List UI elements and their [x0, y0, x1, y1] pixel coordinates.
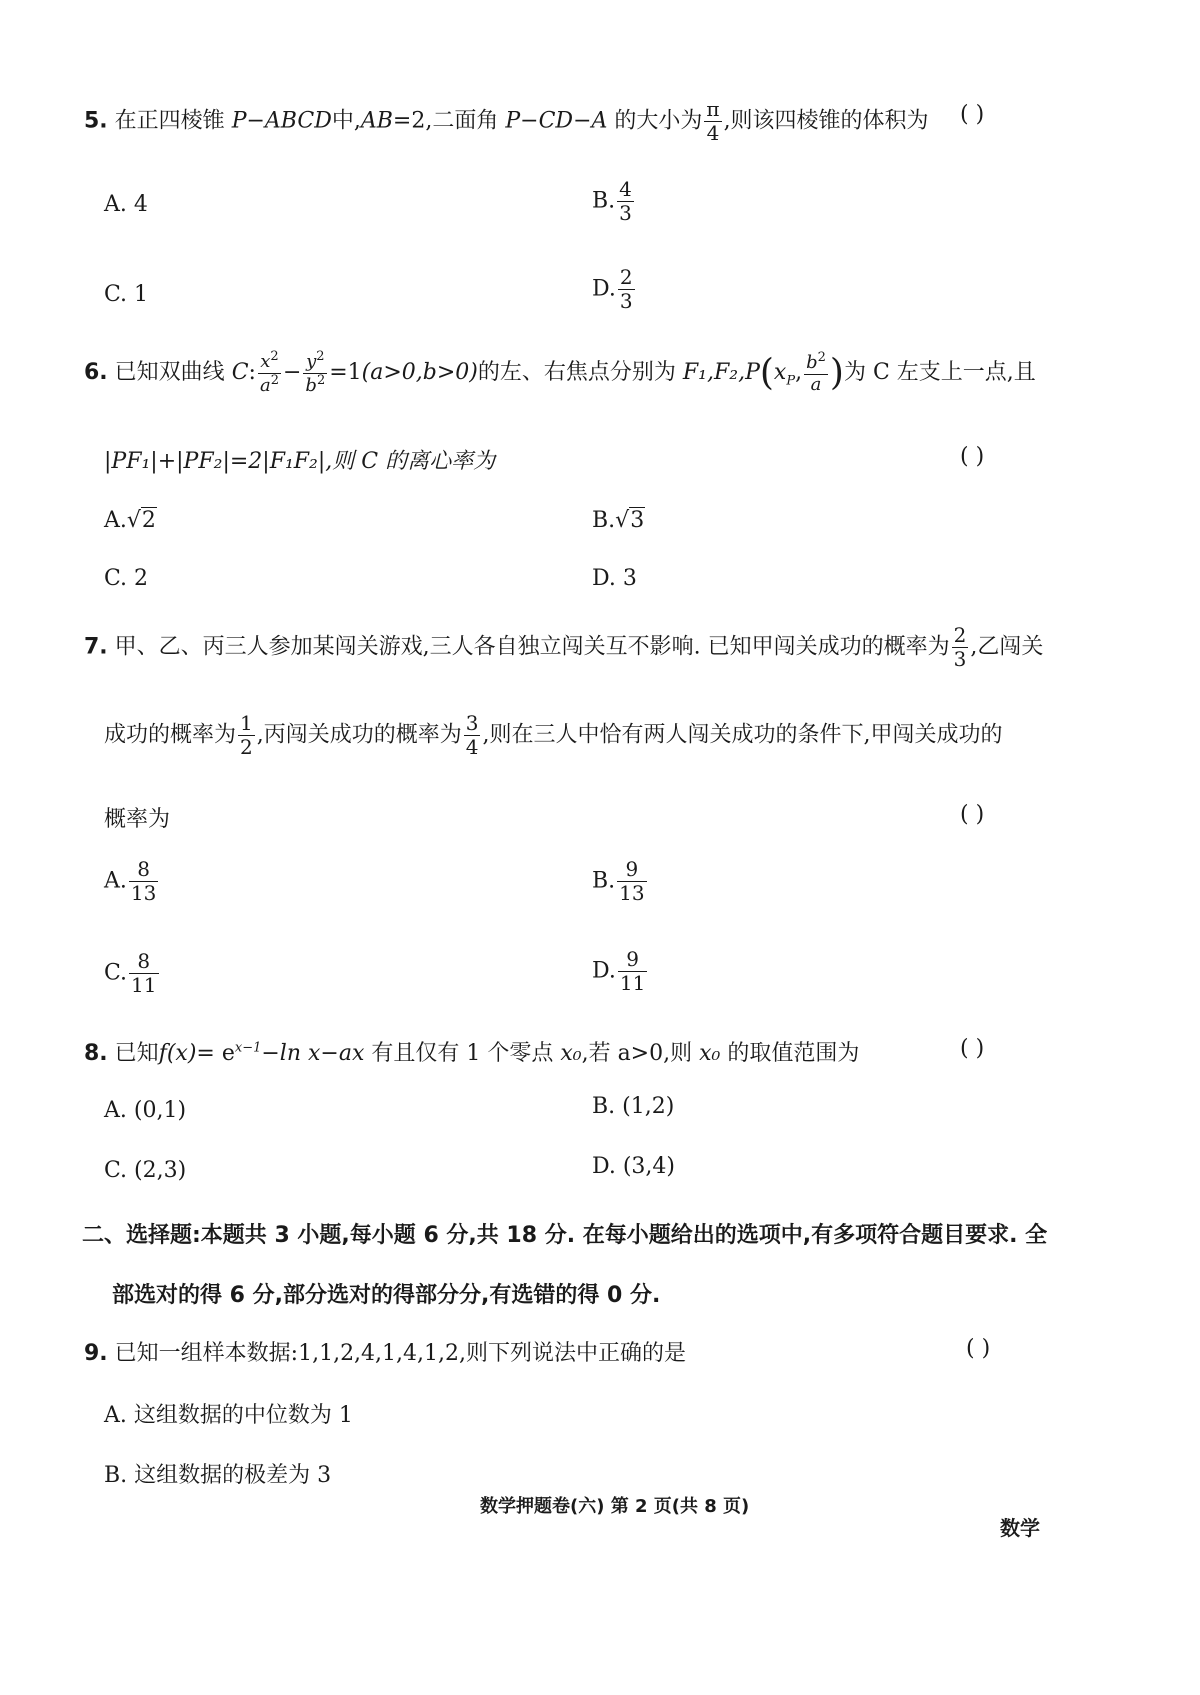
option-b[interactable]: B. $\frac{4}{3}$ — [592, 177, 632, 225]
answer-blank[interactable]: ( ) — [966, 1336, 991, 1361]
question-stem-text: 的大小为 — [614, 108, 703, 134]
answer-blank[interactable]: ( ) — [960, 444, 985, 469]
option-c[interactable]: C. (2,3) — [104, 1158, 187, 1183]
fraction-y2-b2: $\frac{y^2}{b^2}$ — [305, 349, 326, 396]
question-stem-text: 中, — [331, 108, 361, 134]
option-b[interactable]: B. $\frac{9}{13}$ — [592, 857, 645, 905]
fraction-angle: $\frac{\pi}{4}$ — [706, 97, 720, 145]
question-6: 6. 已知双曲线 C: $\frac{x^2}{a^2}$ − $\frac{y^2}{b^2}$ =1(a>0,b>0)的左、右焦点分别为 $F_1,F_2,P(x_P$, $\frac{b^2}{a}$ )为 C 左支上一点,且 — [84, 349, 1036, 396]
math-pyramid: P−ABCD — [231, 108, 332, 134]
question-7-line3: 概率为 — [104, 807, 171, 832]
option-c[interactable]: C. $\frac{8}{11}$ — [104, 949, 157, 997]
option-a[interactable]: A. $\frac{8}{13}$ — [104, 857, 157, 905]
option-a[interactable]: A.√2 — [104, 508, 156, 533]
answer-blank[interactable]: ( ) — [960, 1036, 985, 1061]
subject-corner-label: 数学 — [1000, 1516, 1040, 1540]
fraction-p-bing: $\frac{3}{4}$ — [465, 711, 479, 759]
question-7-line2: 成功的概率为 $\frac{1}{2}$ ,丙闯关成功的概率为 $\frac{3}{4}$ ,则在三人中恰有两人闯关成功的条件下,甲闯关成功的 — [104, 711, 1003, 759]
fraction-b2-a: $\frac{b^2}{a}$ — [806, 350, 826, 395]
question-stem-text: 的左、右焦点分别为 — [477, 360, 676, 386]
question-5 — [84, 98, 929, 145]
fraction-p-jia: $\frac{2}{3}$ — [953, 623, 967, 671]
question-stem-text: 甲、乙、丙三人参加某闯关游戏,三人各自独立闯关互不影响. 已知甲闯关成功的概率为 — [114, 634, 950, 660]
page-footer: 数学押题卷(六) 第 2 页(共 8 页) — [480, 1496, 750, 1517]
answer-blank[interactable]: ( ) — [960, 102, 985, 127]
option-a[interactable]: A. 4 — [104, 192, 148, 217]
question-7 — [84, 624, 1043, 671]
question-stem-text: 在正四棱锥 — [114, 108, 225, 134]
option-d[interactable]: D. $\frac{2}{3}$ — [592, 265, 633, 313]
option-d[interactable]: D. $\frac{9}{11}$ — [592, 947, 646, 995]
option-b[interactable]: B.√3 — [592, 508, 645, 533]
question-number: 6. — [84, 360, 108, 386]
option-a[interactable]: A. 这组数据的中位数为 1 — [104, 1403, 353, 1428]
question-stem-text: ,则该四棱锥的体积为 — [723, 108, 929, 134]
option-b[interactable]: B. 这组数据的极差为 3 — [104, 1463, 332, 1488]
question-stem-text: 为 C 左支上一点,且 — [843, 360, 1036, 386]
question-stem-text: ,乙闯关 — [970, 634, 1044, 660]
question-number: 8. — [84, 1041, 108, 1066]
question-9 — [84, 1336, 686, 1367]
section-heading-line2: 部选对的得 6 分,部分选对的得部分分,有选错的得 0 分. — [112, 1283, 661, 1308]
question-stem-text: 已知一组样本数据:1,1,2,4,1,4,1,2,则下列说法中正确的是 — [114, 1341, 687, 1366]
question-number: 5. — [84, 108, 108, 134]
option-c[interactable]: C. 2 — [104, 566, 149, 591]
option-d[interactable]: D. (3,4) — [592, 1154, 675, 1179]
option-b[interactable]: B. (1,2) — [592, 1094, 675, 1119]
math-dihedral: P−CD−A — [505, 108, 608, 134]
answer-blank[interactable]: ( ) — [960, 802, 985, 827]
question-stem-text: =2,二面角 — [392, 108, 499, 134]
section-heading: 二、选择题:本题共 3 小题,每小题 6 分,共 18 分. 在每小题给出的选项中,有多项符合题目要求. 全 — [82, 1223, 1048, 1248]
fraction-x2-a2: $\frac{x^2}{a^2}$ — [259, 349, 279, 396]
question-number: 7. — [84, 634, 108, 660]
question-6-line2: |PF₁|+|PF₂|=2|F₁F₂|,则 C 的离心率为 — [104, 449, 496, 474]
option-c[interactable]: C. 1 — [104, 282, 149, 307]
math-ab: AB — [360, 108, 393, 134]
option-a[interactable]: A. (0,1) — [104, 1098, 187, 1123]
option-d[interactable]: D. 3 — [592, 566, 637, 591]
question-8: 8. 已知$f(x)= e^{x-1}-\ln$ x−ax 有且仅有 1 个零点 x₀,若 a>0,则 x₀ 的取值范围为 — [84, 1040, 860, 1066]
question-number: 9. — [84, 1341, 108, 1366]
fraction-p-yi: $\frac{1}{2}$ — [240, 711, 253, 759]
question-stem-text: 已知双曲线 — [114, 360, 225, 386]
